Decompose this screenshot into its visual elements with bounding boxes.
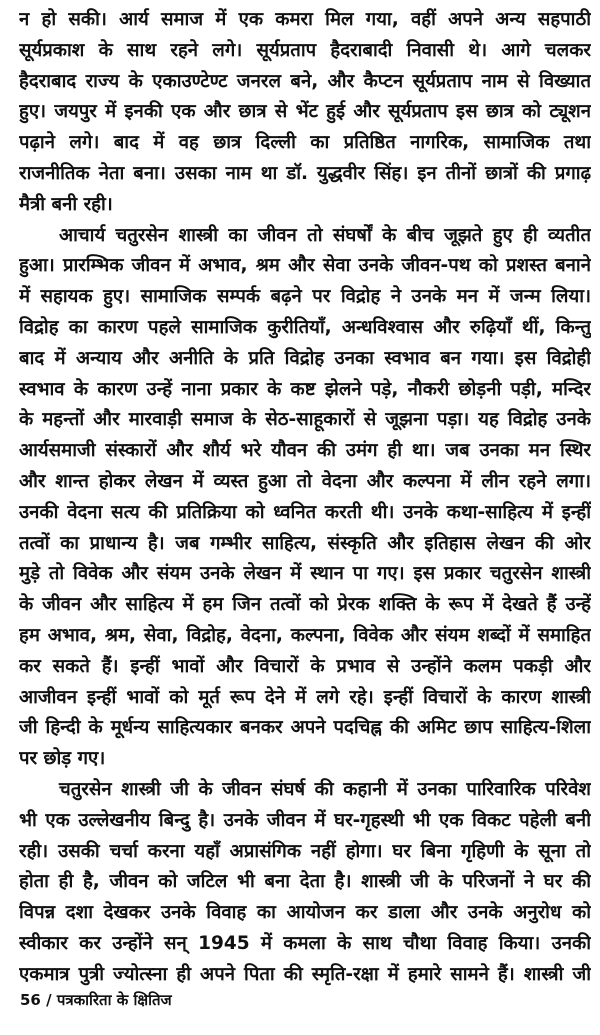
text-line: के जीवन और साहित्य में हम जिन तत्वों को प्रेरक शक्ति के रूप में देखते हैं उन्हें	[19, 594, 591, 616]
text-line: जी हिन्दी के मूर्धन्य साहित्यकार बनकर अपने पदचिह्न की अमिट छाप साहित्य-शिला	[19, 717, 591, 739]
text-line: आजीवन इन्हीं भावों को मूर्त रूप देने में लगे रहे। इन्हीं विचारों के कारण शास्त्री	[19, 686, 591, 708]
text-line: स्वीकार कर उन्होंने सन् 1945 में कमला के साथ चौथा विवाह किया। उनकी	[19, 932, 591, 954]
text-line: उनकी वेदना सत्य की प्रतिक्रिया को ध्वनित करती थी। उनके कथा-साहित्य में इन्हीं	[19, 501, 591, 523]
text-line: स्वभाव के कारण उन्हें नाना प्रकार के कष्ट झेलने पड़े, नौकरी छोड़नी पड़ी, मन्दिर	[19, 378, 591, 400]
text-line: राजनीतिक नेता बना। उसका नाम था डॉ. युद्धवीर सिंह। इन तीनों छात्रों की प्रगाढ़	[19, 162, 591, 184]
text-line: रही। उसकी चर्चा करना यहाँ अप्रासंगिक नहीं होगा। घर बिना गृहिणी के सूना तो	[19, 840, 591, 862]
book-title: पत्रकारिता के क्षितिज	[56, 991, 172, 1009]
text-line: हुए। जयपुर में इनकी एक और छात्र से भेंट हुई और सूर्यप्रताप इस छात्र को ट्यूशन	[19, 101, 591, 123]
text-line: होता ही है, जीवन को जटिल भी बना देता है। शास्त्री जी के परिजनों ने घर की	[19, 871, 591, 893]
text-line: मैत्री बनी रही।	[19, 193, 113, 215]
text-line: बाद में अन्याय और अनीति के प्रति विद्रोह उनका स्वभाव बन गया। इस विद्रोही	[19, 347, 591, 369]
text-line: भी एक उल्लेखनीय बिन्दु है। उनके जीवन में घर-गृहस्थी भी एक विकट पहेली बनी	[19, 809, 591, 831]
paragraph	[19, 775, 591, 991]
text-line: पर छोड़ गए।	[19, 748, 106, 770]
text-line: तत्वों का प्राधान्य है। जब गम्भीर साहित्य, संस्कृति और इतिहास लेखन की ओर	[19, 532, 591, 554]
text-line: हुआ। प्रारम्भिक जीवन में अभाव, श्रम और सेवा उनके जीवन-पथ को प्रशस्त बनाने	[19, 255, 591, 277]
text-line: हैदराबाद राज्य के एकाउण्टेण्ट जनरल बने, और कैप्टन सूर्यप्रताप नाम से विख्यात	[19, 70, 591, 92]
text-line: चतुरसेन शास्त्री जी के जीवन संघर्ष की कहानी में उनका पारिवारिक परिवेश	[59, 778, 591, 800]
text-line: एकमात्र पुत्री ज्योत्स्ना ही अपने पिता की स्मृति-रक्षा में हमारे सामने हैं। शास्त्री जी	[19, 963, 591, 985]
text-line: न हो सकी। आर्य समाज में एक कमरा मिल गया, वहीं अपने अन्य सहपाठी	[19, 9, 591, 30]
text-line: आर्यसमाजी संस्कारों और शौर्य भरे यौवन की उमंग ही था। जब उनका मन स्थिर	[19, 440, 591, 462]
paragraph	[19, 5, 591, 221]
text-line: विद्रोह का कारण पहले सामाजिक कुरीतियाँ, अन्धविश्वास और रुढ़ियाँ थीं, किन्तु	[19, 316, 591, 338]
text-line: कर सकते हैं। इन्हीं भावों और विचारों के प्रभाव से उन्होंने कलम पकड़ी और	[19, 655, 591, 677]
page-number: 56	[20, 991, 41, 1009]
text-line: में सहायक हुए। सामाजिक सम्पर्क बढ़ने पर विद्रोह ने उनके मन में जन्म लिया।	[19, 286, 591, 308]
text-line: और शान्त होकर लेखन में व्यस्त हुआ तो वेदना और कल्पना में लीन रहने लगा।	[19, 470, 591, 492]
text-line: पढ़ाने लगे। बाद में वह छात्र दिल्ली का प्रतिष्ठित नागरिक, सामाजिक तथा	[19, 132, 591, 154]
page-footer	[20, 990, 172, 1010]
text-line: के महन्तों और मारवाड़ी समाज के सेठ-साहूकारों से जूझना पड़ा। यह विद्रोह उनके	[19, 409, 591, 431]
paragraph	[19, 221, 591, 775]
text-line: विपन्न दशा देखकर उनके विवाह का आयोजन कर डाला और उनके अनुरोध को	[19, 902, 591, 924]
text-line: हम अभाव, श्रम, सेवा, विद्रोह, वेदना, कल्पना, विवेक और संयम शब्दों में समाहित	[19, 624, 591, 646]
text-line: मुड़े तो विवेक और संयम उनके लेखन में स्थान पा गए। इस प्रकार चतुरसेन शास्त्री	[19, 563, 591, 585]
footer-separator: /	[46, 991, 52, 1009]
text-line: आचार्य चतुरसेन शास्त्री का जीवन तो संघर्षों के बीच जूझते हुए ही व्यतीत	[59, 224, 591, 246]
body-text	[19, 5, 591, 991]
text-line: सूर्यप्रकाश के साथ रहने लगे। सूर्यप्रताप हैदराबादी निवासी थे। आगे चलकर	[19, 39, 591, 61]
